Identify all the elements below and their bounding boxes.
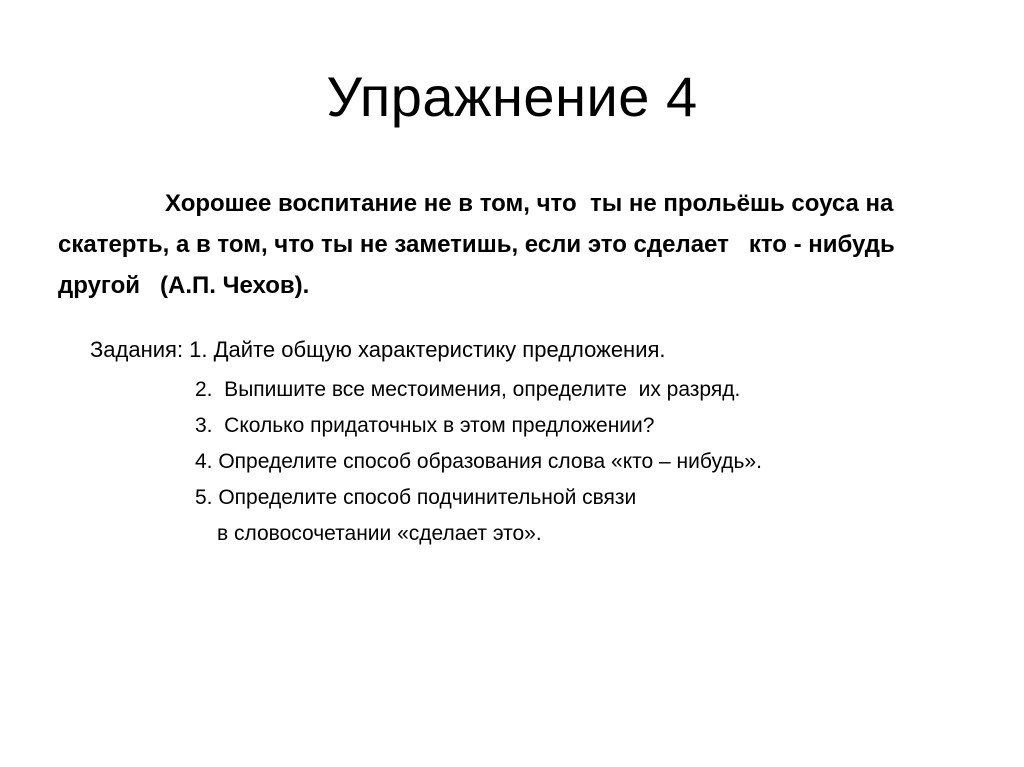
task-item: 4. Определите способ образования слова «кто – нибудь». <box>195 450 762 473</box>
quote-line: другой (А.П. Чехов). <box>58 272 310 299</box>
tasks-block <box>90 332 970 552</box>
task-item-continuation: в словосочетании «сделает это». <box>217 522 542 545</box>
quote-line: Хорошее воспитание не в том, что ты не прольёшь соуса на <box>165 190 894 217</box>
quote-block <box>58 183 958 306</box>
task-item: 2. Выпишите все местоимения, определите их разряд. <box>195 378 741 401</box>
tasks-heading-line: Задания: 1. Дайте общую характеристику предложения. <box>90 337 666 362</box>
quote-line: скатерть, а в том, что ты не заметишь, если это сделает кто - нибудь <box>58 231 895 258</box>
task-item: 3. Сколько придаточных в этом предложении? <box>195 414 655 437</box>
slide-title: Упражнение 4 <box>326 65 698 128</box>
task-item: 5. Определите способ подчинительной связи <box>195 486 637 509</box>
